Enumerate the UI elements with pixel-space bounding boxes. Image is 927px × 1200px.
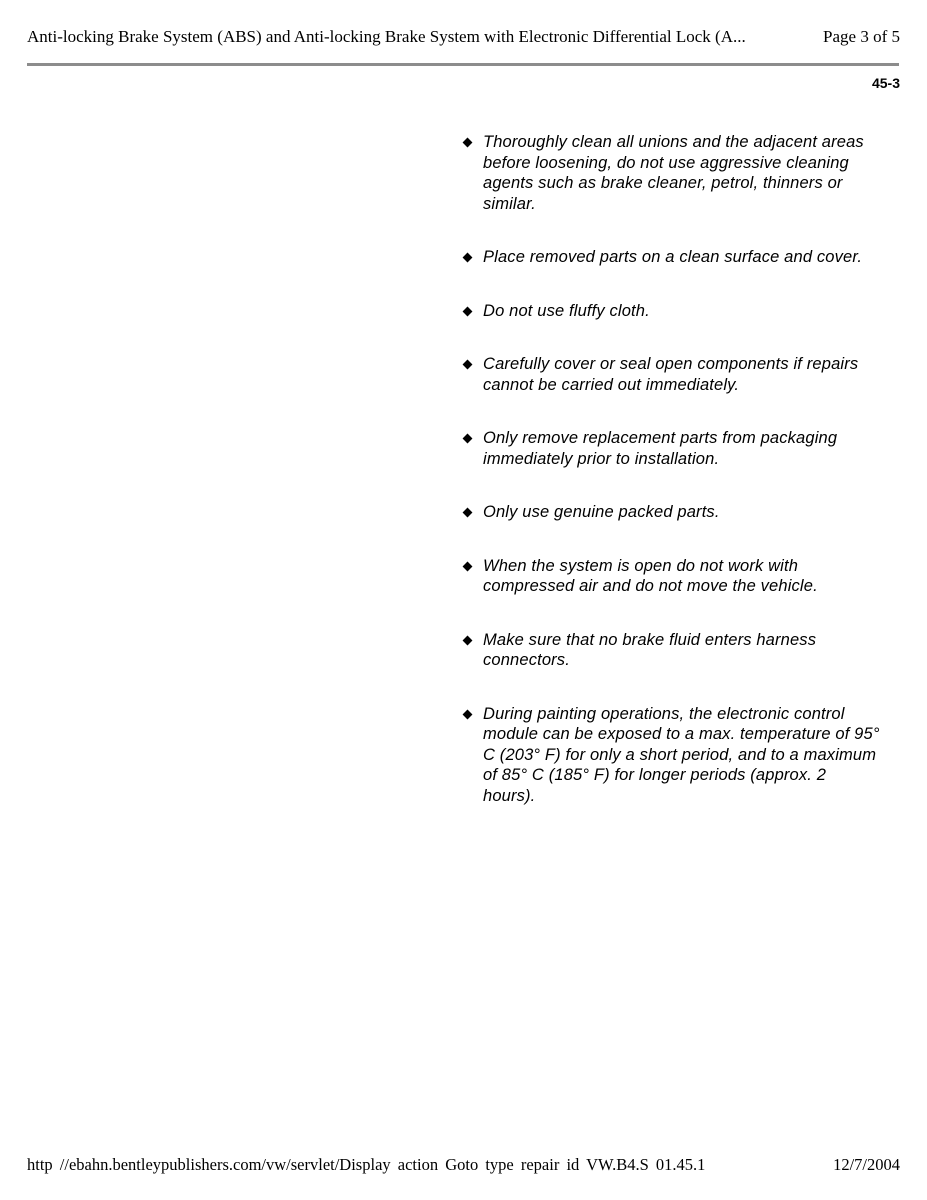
list-item <box>462 354 882 395</box>
bullet-diamond-icon <box>463 306 473 316</box>
list-item-text: Make sure that no brake fluid enters harness connectors. <box>483 630 817 669</box>
list-item-text: During painting operations, the electronic control module can be exposed to a max. temperature of 95° C (203° F) for only a short period, and to a maximum of 85° C (185° F) for longer periods (approx. 2 hours). <box>483 704 880 805</box>
list-item-text: Only remove replacement parts from packaging immediately prior to installation. <box>483 429 838 468</box>
list-item-text: Only use genuine packed parts. <box>483 503 720 521</box>
list-item-text: Do not use fluffy cloth. <box>483 301 650 320</box>
list-item-text: When the system is open do not work with compressed air and do not move the vehicle. <box>483 556 818 595</box>
bullet-diamond-icon <box>463 635 473 645</box>
bullet-diamond-icon <box>463 561 473 571</box>
header-divider <box>27 63 899 66</box>
list-item <box>462 704 882 807</box>
footer-url: http //ebahn.bentleypublishers.com/vw/servlet/Display action Goto type repair id VW.B4.S 01.45.1 <box>27 1155 706 1174</box>
bullet-diamond-icon <box>463 360 473 370</box>
list-item-text: Place removed parts on a clean surface and cover. <box>483 248 863 266</box>
list-item <box>462 502 882 523</box>
list-item <box>462 428 882 469</box>
list-item <box>462 247 882 268</box>
bullet-diamond-icon <box>463 709 473 719</box>
section-number: 45-3 <box>871 75 900 91</box>
page-header <box>27 27 900 51</box>
footer-date: 12/7/2004 <box>833 1155 900 1174</box>
page-footer <box>27 1155 900 1177</box>
list-item <box>462 301 882 322</box>
list-item-text: Thoroughly clean all unions and the adjacent areas before loosening, do not use aggressive cleaning agents such as brake cleaner, petrol, thinners or similar. <box>483 133 864 213</box>
page-number: Page 3 of 5 <box>823 27 900 46</box>
list-item <box>462 556 882 597</box>
document-title: Anti-locking Brake System (ABS) and Anti-locking Brake System with Electronic Differential Lock (A... <box>27 27 746 46</box>
bullet-diamond-icon <box>463 138 473 148</box>
list-item-text: Carefully cover or seal open components if repairs cannot be carried out immediately. <box>483 355 859 394</box>
bullet-diamond-icon <box>463 253 473 263</box>
bullet-diamond-icon <box>463 434 473 444</box>
list-item <box>462 630 882 671</box>
bullet-diamond-icon <box>463 508 473 518</box>
list-item <box>462 132 882 214</box>
bullet-list <box>462 132 882 839</box>
